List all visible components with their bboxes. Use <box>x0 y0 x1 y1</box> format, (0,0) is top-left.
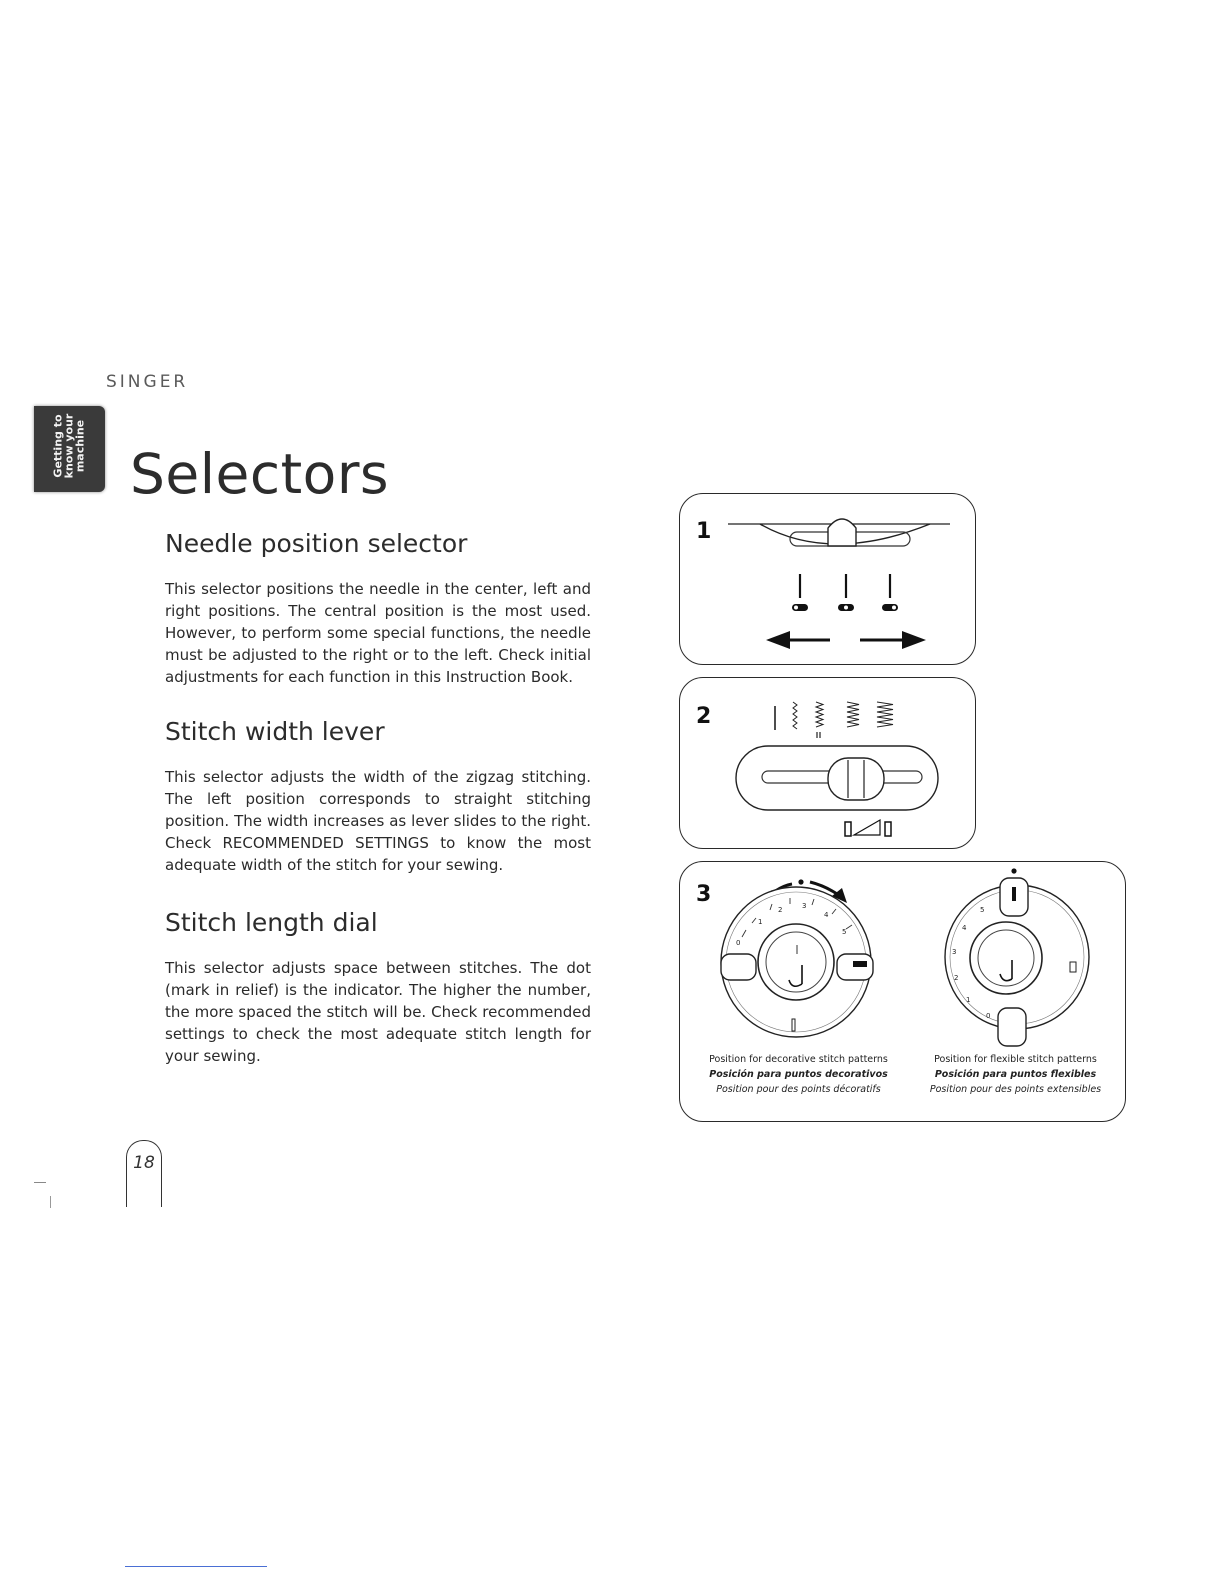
section-needle-position <box>165 529 591 688</box>
caption-spanish: Posición para puntos flexibles <box>934 1069 1097 1080</box>
svg-text:0: 0 <box>986 1012 991 1020</box>
caption-english: Position for flexible stitch patterns <box>934 1054 1097 1065</box>
crop-mark <box>34 1182 46 1183</box>
section-heading: Stitch width lever <box>165 717 385 746</box>
svg-text:5: 5 <box>980 906 985 914</box>
crop-mark <box>50 1196 51 1208</box>
chapter-tab[interactable] <box>34 406 105 492</box>
figure-needle-position <box>679 493 976 665</box>
section-body: This selector adjusts space between stitches. The dot (mark in relief) is the indicator. The higher the number, the more spaced the stitch will be. Check recommended settings to check the most adequate stitch length for your sewing. <box>165 959 591 1065</box>
svg-text:1: 1 <box>758 918 763 926</box>
page-number: 18 <box>133 1153 155 1173</box>
svg-text:3: 3 <box>802 902 807 910</box>
section-stitch-width <box>165 717 591 876</box>
svg-text:4: 4 <box>962 924 967 932</box>
figure-number: 2 <box>696 704 712 729</box>
figure-stitch-width <box>679 677 976 849</box>
svg-text:1: 1 <box>966 996 971 1004</box>
section-body: This selector positions the needle in the center, left and right positions. The central position is the most used. However, to perform some special functions, the needle must be adjusted to the right or to the left. Check initial adjustments for each function in this Instruction Book. <box>165 580 591 686</box>
caption-french: Position pour des points décoratifs <box>716 1084 881 1095</box>
section-body: This selector adjusts the width of the zigzag stitching. The left position corresponds to straight stitching position. The width increases as lever slides to the right. Check RECOMMENDED SETTINGS to know the most adequate width of the stitch for your sewing. <box>165 768 591 874</box>
caption-spanish: Posición para puntos decorativos <box>709 1069 888 1080</box>
chapter-tab-label: Getting to know your machine <box>51 413 87 479</box>
svg-text:0: 0 <box>736 939 741 947</box>
section-heading: Stitch length dial <box>165 908 378 937</box>
svg-text:3: 3 <box>952 948 957 956</box>
svg-text:2: 2 <box>778 906 783 914</box>
figure-number: 1 <box>696 519 712 544</box>
figure-number: 3 <box>696 882 712 907</box>
caption-decorative <box>696 1052 901 1097</box>
section-heading: Needle position selector <box>165 529 468 558</box>
svg-text:4: 4 <box>824 911 829 919</box>
page-title: Selectors <box>130 442 390 506</box>
figure-stitch-length <box>679 861 1126 1122</box>
caption-french: Position pour des points extensibles <box>929 1084 1102 1095</box>
svg-text:5: 5 <box>842 928 847 936</box>
width-lever-illustration <box>680 678 975 848</box>
page-number-tab <box>126 1140 162 1207</box>
brand-logo: SINGER <box>106 372 189 392</box>
needle-selector-illustration <box>680 494 975 664</box>
section-stitch-length <box>165 908 591 1067</box>
caption-english: Position for decorative stitch patterns <box>709 1054 888 1065</box>
link-underline[interactable] <box>125 1566 267 1567</box>
svg-text:2: 2 <box>954 974 959 982</box>
caption-flexible <box>913 1052 1118 1097</box>
